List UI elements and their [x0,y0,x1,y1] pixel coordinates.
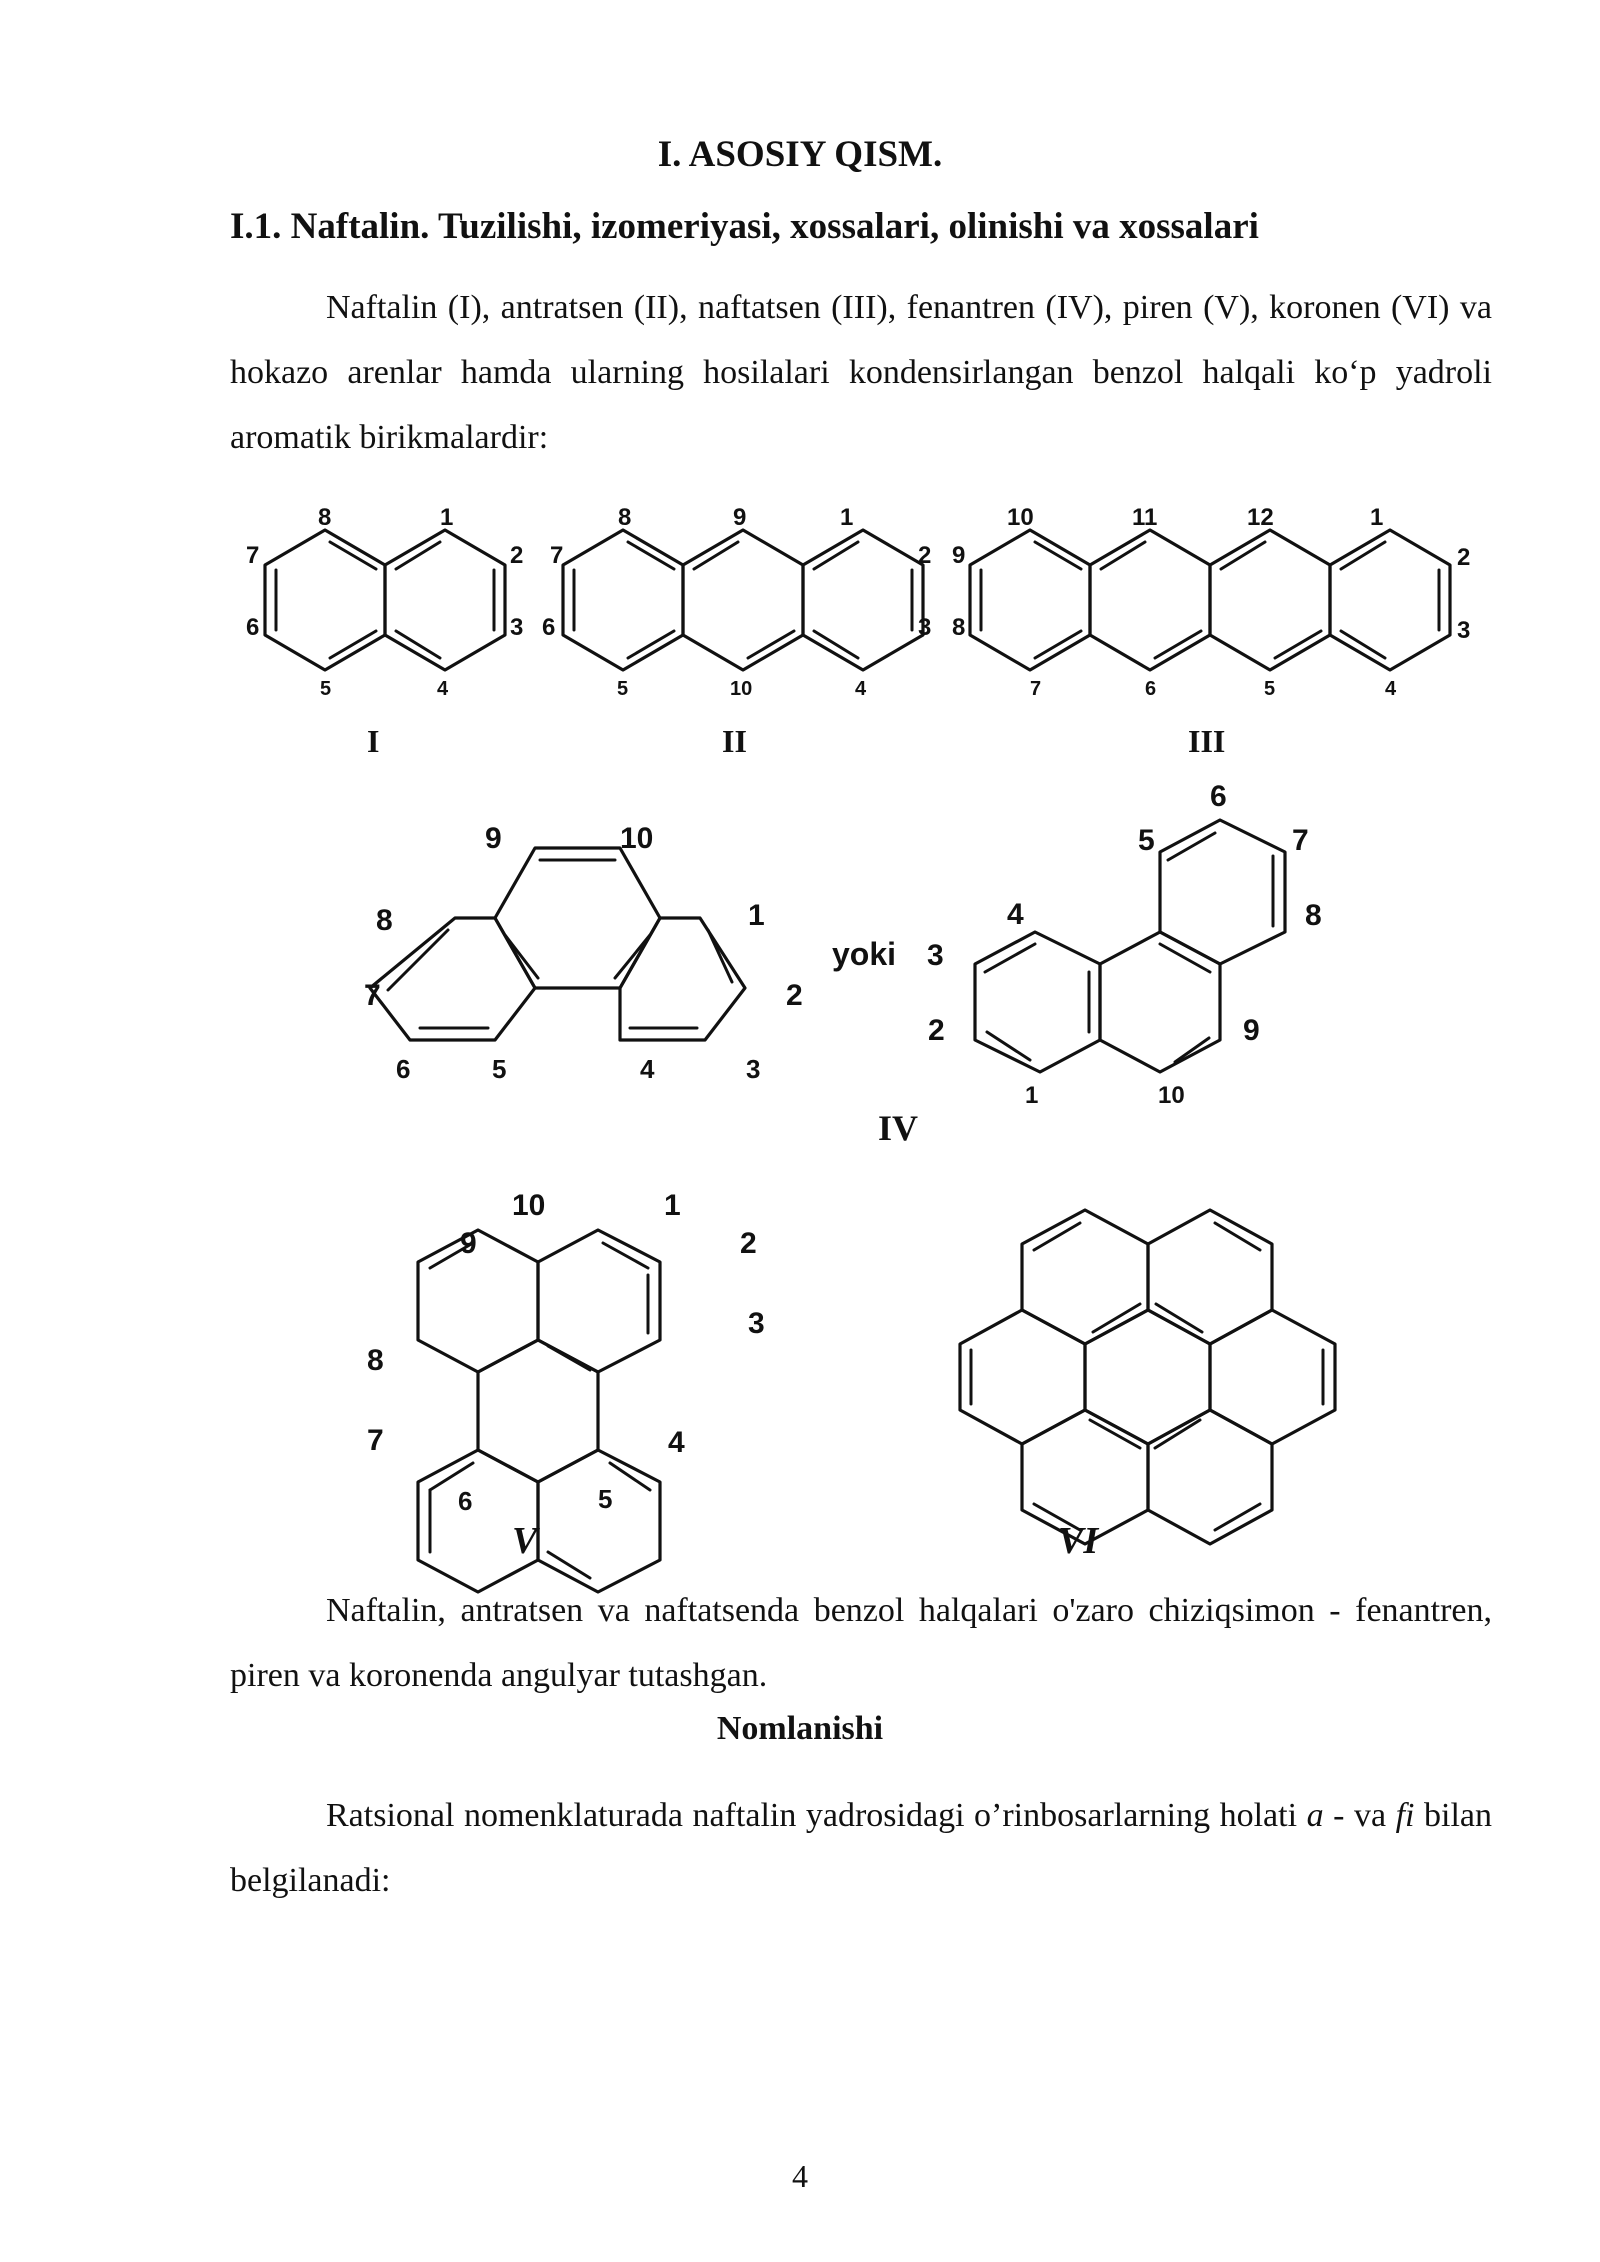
atom-label: 4 [855,678,867,700]
atom-label: 2 [786,979,803,1012]
atom-label: 8 [376,904,393,937]
atom-label: 2 [740,1227,757,1260]
atom-label: 6 [1210,780,1227,813]
atom-label: 10 [1158,1082,1185,1109]
atom-label: 6 [458,1486,473,1516]
body-paragraph-nomenclature [230,1783,1492,1913]
atom-label: 8 [367,1344,384,1377]
atom-label: 5 [492,1054,507,1084]
atom-label: 4 [640,1054,655,1084]
atom-label: 2 [928,1014,945,1047]
structure-label: II [722,723,747,759]
atom-label: 9 [952,542,966,569]
structure-phenanthrene-b [878,780,1322,1148]
atom-label: 4 [1007,898,1024,931]
structure-label: III [1188,723,1226,759]
structure-label: V [512,1520,538,1562]
text-segment: bilan belgilanadi: [230,1797,1492,1899]
atom-label: 1 [1025,1082,1039,1109]
atom-label: 6 [542,614,556,641]
section-heading: I.1. Naftalin. Tuzilishi, izomeriyasi, xossalari, olinishi va xossalari [230,206,1259,247]
structure-pyrene [367,1189,765,1592]
atom-label: 3 [748,1307,765,1340]
structure-anthracene [542,504,931,759]
atom-label: 2 [1457,544,1471,571]
atom-label: 1 [748,899,765,932]
atom-label: 12 [1247,504,1274,531]
atom-label: 7 [1292,824,1309,857]
atom-label: 3 [510,614,524,641]
atom-label: 10 [512,1189,546,1222]
atom-label: 1 [1370,504,1384,531]
atom-label: 7 [246,542,260,569]
atom-label: 5 [1138,824,1155,857]
atom-label: 7 [364,979,381,1012]
atom-label: 5 [598,1484,613,1514]
atom-label: 9 [460,1227,477,1260]
atom-label: 3 [1457,617,1471,644]
intro-paragraph: Naftalin (I), antratsen (II), naftatsen (III), fenantren (IV), piren (V), koronen (VI) va hokazo arenlar hamda ularning hosilalari kondensirlangan benzol halqali ko‘p yadroli aromatik birikmalardir: [230,289,1492,456]
atom-label: 11 [1132,504,1158,531]
structure-label: VI [1058,1520,1099,1562]
atom-label: 3 [746,1054,761,1084]
atom-label: 4 [437,678,449,700]
atom-label: 10 [730,678,753,700]
page-number: 4 [792,2158,808,2194]
atom-label: 1 [840,504,854,531]
atom-label: 6 [246,614,260,641]
atom-label: 1 [664,1189,681,1222]
atom-label: 8 [318,504,332,531]
atom-label: 8 [1305,899,1322,932]
atom-label: 9 [733,504,747,531]
structure-phenanthrene-a [364,822,803,1084]
atom-label: 6 [396,1054,411,1084]
atom-label: 7 [367,1424,384,1457]
structure-label: IV [878,1108,919,1148]
body-paragraph-linear-angular: Naftalin, antratsen va naftatsenda benzol halqalari o'zaro chiziqsimon - fenantren, piren va koronenda angulyar tutashgan. [230,1592,1492,1694]
atom-label: 1 [440,504,454,531]
atom-label: 9 [1243,1014,1260,1047]
atom-label: 3 [927,939,944,972]
atom-label: 8 [952,614,966,641]
atom-label: 2 [510,542,524,569]
alpha-symbol: a [1306,1797,1324,1834]
atom-label: 10 [1007,504,1034,531]
atom-label: 4 [668,1426,685,1459]
structure-label: I [367,723,380,759]
atom-label: 6 [1145,678,1157,700]
atom-label: 5 [617,678,629,700]
structure-coronene [960,1210,1335,1562]
atom-label: 10 [620,822,654,855]
text-segment: Ratsional nomenklaturada naftalin yadrosidagi o’rinbosarlarning holati [326,1797,1307,1834]
beta-symbol: fi [1395,1797,1415,1834]
atom-label: 9 [485,822,502,855]
atom-label: 7 [1030,678,1042,700]
atom-label: 5 [1264,678,1276,700]
structure-naphthalene [246,504,523,759]
atom-label: 8 [618,504,632,531]
atom-label: 5 [320,678,332,700]
main-heading: I. ASOSIY QISM. [657,134,943,175]
atom-label: 7 [550,542,564,569]
atom-label: 3 [918,614,932,641]
or-connector: yoki [832,936,897,972]
section-title-naming: Nomlanishi [716,1710,884,1747]
text-segment: - va [1323,1797,1396,1834]
atom-label: 4 [1385,678,1397,700]
atom-label: 2 [918,542,932,569]
structure-naphthacene [952,504,1470,759]
